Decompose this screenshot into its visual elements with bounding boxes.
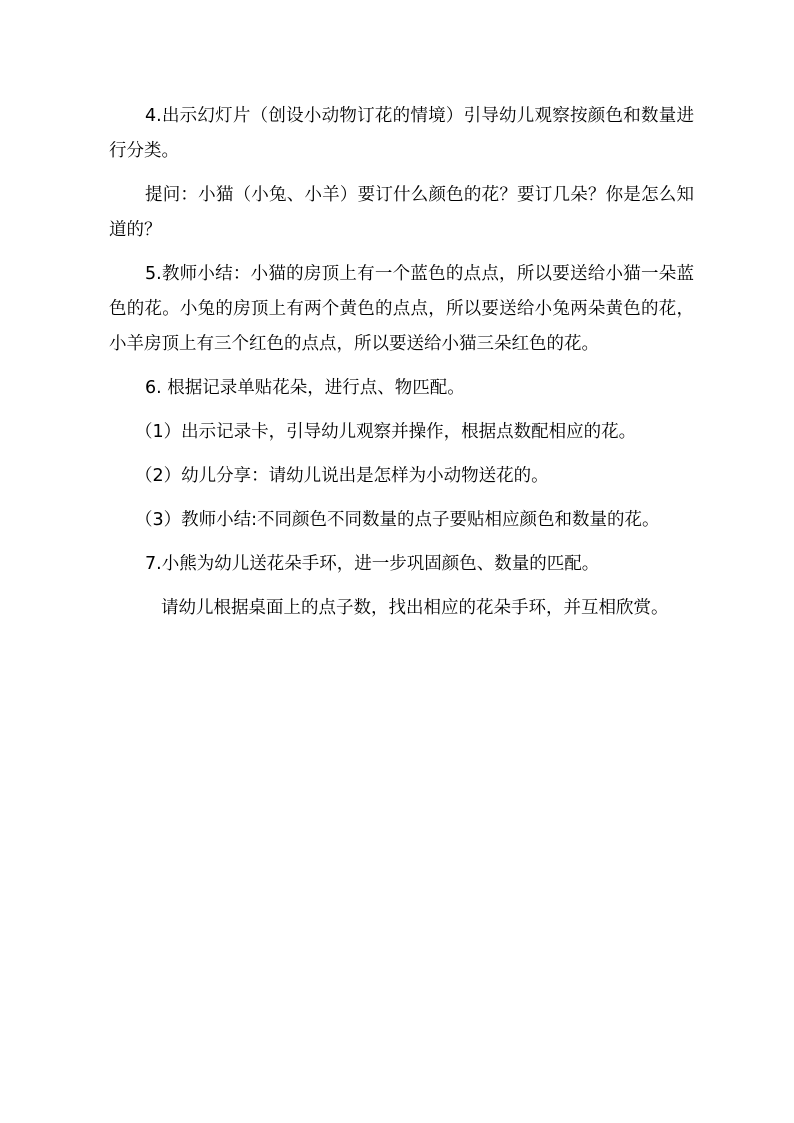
paragraph-step-6-1: （1）出示记录卡，引导幼儿观察并操作，根据点数配相应的花。 bbox=[135, 422, 637, 442]
paragraph-step-6-3: （3）教师小结:不同颜色不同数量的点子要贴相应颜色和数量的花。 bbox=[135, 510, 660, 530]
paragraph-step-6: 6. 根据记录单贴花朵，进行点、物匹配。 bbox=[145, 378, 465, 398]
paragraph-step-5: 5.教师小结：小猫的房顶上有一个蓝色的点点，所以要送给小猫一朵蓝色的花。小兔的房顶上有两个黄色的点点，所以要送给小兔两朵黄色的花，小羊房顶上有三个红色的点点，所以要送给小猫三朵红色的花。 bbox=[109, 264, 694, 354]
paragraph-question: 提问：小猫（小兔、小羊）要订什么颜色的花？要订几朵？你是怎么知道的？ bbox=[109, 185, 694, 240]
paragraph-step-6-2: （2）幼儿分享：请幼儿说出是怎样为小动物送花的。 bbox=[135, 466, 549, 486]
document-body bbox=[109, 99, 694, 635]
paragraph-step-4: 4.出示幻灯片（创设小动物订花的情境）引导幼儿观察按颜色和数量进行分类。 bbox=[109, 106, 694, 161]
paragraph-step-7-detail: 请幼儿根据桌面上的点子数，找出相应的花朵手环，并互相欣赏。 bbox=[161, 598, 669, 618]
paragraph-step-7: 7.小熊为幼儿送花朵手环，进一步巩固颜色、数量的匹配。 bbox=[145, 554, 600, 574]
